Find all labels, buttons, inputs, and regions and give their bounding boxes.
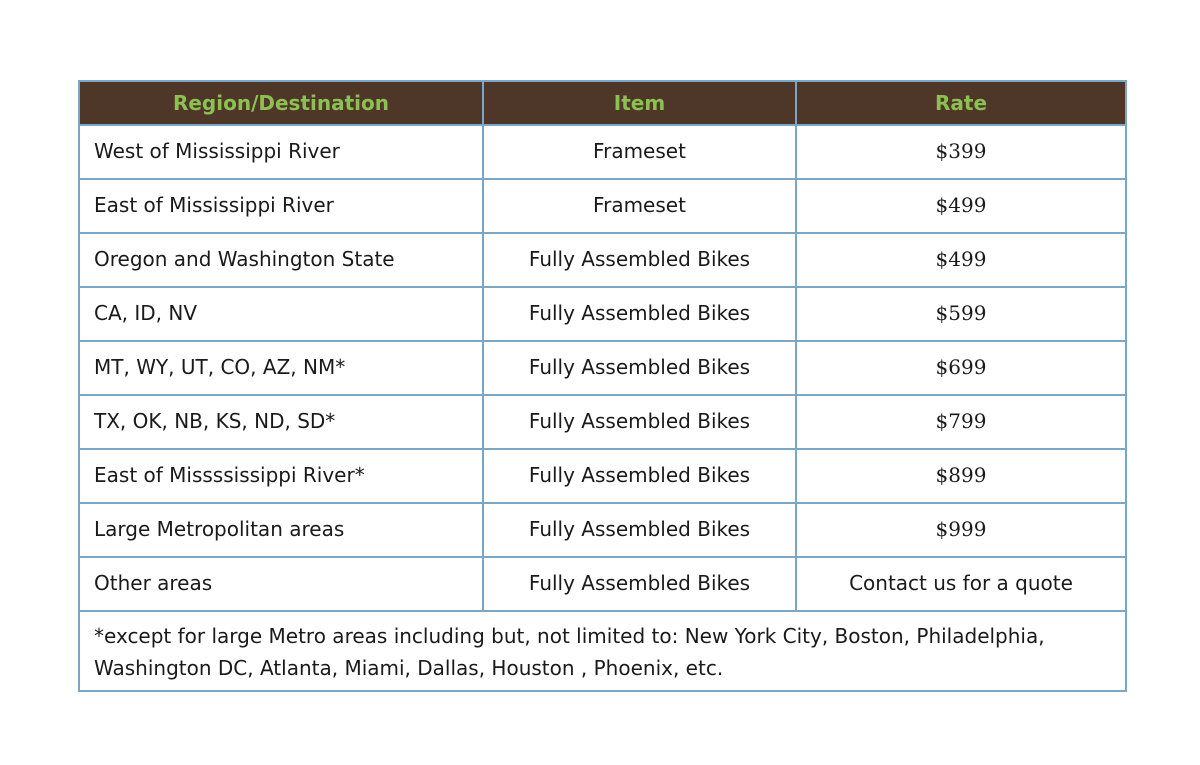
table-row xyxy=(79,503,1126,557)
table-row xyxy=(79,395,1126,449)
footnote-row xyxy=(79,611,1126,691)
region-cell: Other areas xyxy=(79,557,483,611)
table-row xyxy=(79,287,1126,341)
rate-cell: $499 xyxy=(796,179,1126,233)
item-cell: Frameset xyxy=(483,125,796,179)
footnote: *except for large Metro areas including but, not limited to: New York City, Boston, Philadelphia, Washington DC, Atlanta, Miami, Dallas, Houston , Phoenix, etc. xyxy=(79,611,1126,691)
table-row xyxy=(79,125,1126,179)
item-cell: Fully Assembled Bikes xyxy=(483,233,796,287)
table-row xyxy=(79,341,1126,395)
region-cell: West of Mississippi River xyxy=(79,125,483,179)
rate-cell: $899 xyxy=(796,449,1126,503)
shipping-rate-table xyxy=(78,80,1127,692)
rate-cell: $399 xyxy=(796,125,1126,179)
table-row xyxy=(79,233,1126,287)
header-item: Item xyxy=(483,81,796,125)
rate-cell: $499 xyxy=(796,233,1126,287)
rate-cell: $599 xyxy=(796,287,1126,341)
item-cell: Fully Assembled Bikes xyxy=(483,557,796,611)
item-cell: Frameset xyxy=(483,179,796,233)
header-region: Region/Destination xyxy=(79,81,483,125)
rate-cell: $699 xyxy=(796,341,1126,395)
rate-cell: $799 xyxy=(796,395,1126,449)
region-cell: MT, WY, UT, CO, AZ, NM* xyxy=(79,341,483,395)
region-cell: Oregon and Washington State xyxy=(79,233,483,287)
region-cell: Large Metropolitan areas xyxy=(79,503,483,557)
table-header xyxy=(79,81,1126,125)
item-cell: Fully Assembled Bikes xyxy=(483,503,796,557)
header-row xyxy=(79,81,1126,125)
item-cell: Fully Assembled Bikes xyxy=(483,287,796,341)
region-cell: CA, ID, NV xyxy=(79,287,483,341)
table-row xyxy=(79,557,1126,611)
table-row xyxy=(79,449,1126,503)
region-cell: TX, OK, NB, KS, ND, SD* xyxy=(79,395,483,449)
region-cell: East of Missssissippi River* xyxy=(79,449,483,503)
region-cell: East of Mississippi River xyxy=(79,179,483,233)
item-cell: Fully Assembled Bikes xyxy=(483,449,796,503)
table-body xyxy=(79,125,1126,691)
item-cell: Fully Assembled Bikes xyxy=(483,341,796,395)
rate-cell: $999 xyxy=(796,503,1126,557)
rate-cell: Contact us for a quote xyxy=(796,557,1126,611)
table-row xyxy=(79,179,1126,233)
header-rate: Rate xyxy=(796,81,1126,125)
item-cell: Fully Assembled Bikes xyxy=(483,395,796,449)
